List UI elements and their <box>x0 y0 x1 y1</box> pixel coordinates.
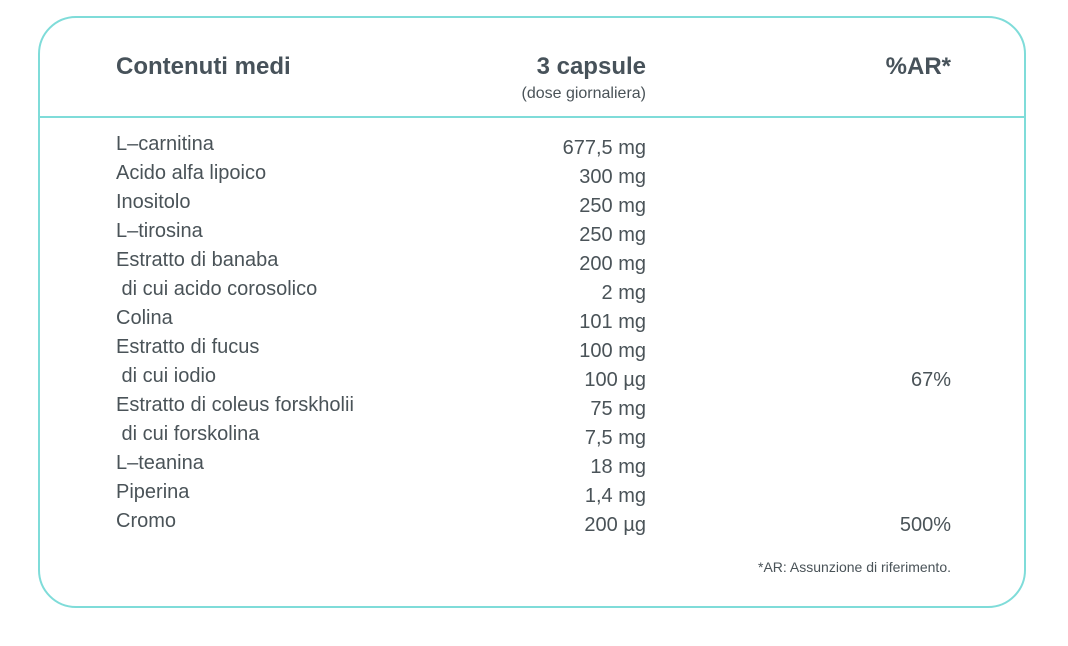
header-divider <box>40 116 1024 118</box>
footnote: *AR: Assunzione di riferimento. <box>758 559 951 575</box>
table-row <box>40 422 1024 451</box>
table-row <box>40 248 1024 277</box>
ingredient-name: L–tirosina <box>116 220 203 242</box>
ingredient-name: Estratto di coleus forskholii <box>116 394 354 416</box>
ingredient-quantity: 101 mg <box>579 311 646 333</box>
ingredient-quantity: 250 mg <box>579 195 646 217</box>
ingredient-name: di cui acido corosolico <box>116 278 318 300</box>
ingredient-ar: 500% <box>899 514 951 536</box>
ingredient-quantity: 100 mg <box>579 340 646 362</box>
nutrition-table <box>38 16 1026 608</box>
ingredient-quantity: 18 mg <box>590 456 646 478</box>
column-header-contents: Contenuti medi <box>116 53 291 80</box>
ingredient-name: L–teanina <box>116 452 204 474</box>
ingredient-quantity: 250 mg <box>579 224 646 246</box>
ingredient-quantity: 300 mg <box>579 166 646 188</box>
ingredient-quantity: 677,5 mg <box>562 137 646 159</box>
table-row <box>40 132 1024 161</box>
table-row <box>40 393 1024 422</box>
table-row <box>40 335 1024 364</box>
ingredient-name: Acido alfa lipoico <box>116 162 267 184</box>
table-row <box>40 219 1024 248</box>
table-row <box>40 277 1024 306</box>
table-body <box>40 132 1024 538</box>
ingredient-quantity: 75 mg <box>590 398 646 420</box>
ingredient-quantity: 1,4 mg <box>584 485 646 507</box>
table-row <box>40 364 1024 393</box>
table-row <box>40 190 1024 219</box>
ingredient-name: Colina <box>116 307 173 329</box>
ingredient-name: Inositolo <box>116 191 191 213</box>
ingredient-quantity: 2 mg <box>601 282 646 304</box>
table-row <box>40 161 1024 190</box>
ingredient-name: Estratto di banaba <box>116 249 279 271</box>
table-row <box>40 509 1024 538</box>
ingredient-name: L–carnitina <box>116 133 214 155</box>
ingredient-quantity: 200 mg <box>579 253 646 275</box>
column-header-ar: %AR* <box>885 53 951 80</box>
table-row <box>40 480 1024 509</box>
ingredient-quantity: 7,5 mg <box>584 427 646 449</box>
ingredient-quantity: 100 µg <box>584 369 646 391</box>
ingredient-name: di cui forskolina <box>116 423 260 445</box>
column-header-dose: 3 capsule <box>536 53 646 80</box>
table-row <box>40 451 1024 480</box>
ingredient-quantity: 200 µg <box>584 514 646 536</box>
ingredient-name: Cromo <box>116 510 177 532</box>
ingredient-name: Piperina <box>116 481 190 503</box>
ingredient-ar: 67% <box>910 369 951 391</box>
ingredient-name: di cui iodio <box>116 365 217 387</box>
table-row <box>40 306 1024 335</box>
ingredient-name: Estratto di fucus <box>116 336 260 358</box>
column-header-dose-subtitle: (dose giornaliera) <box>521 85 646 102</box>
